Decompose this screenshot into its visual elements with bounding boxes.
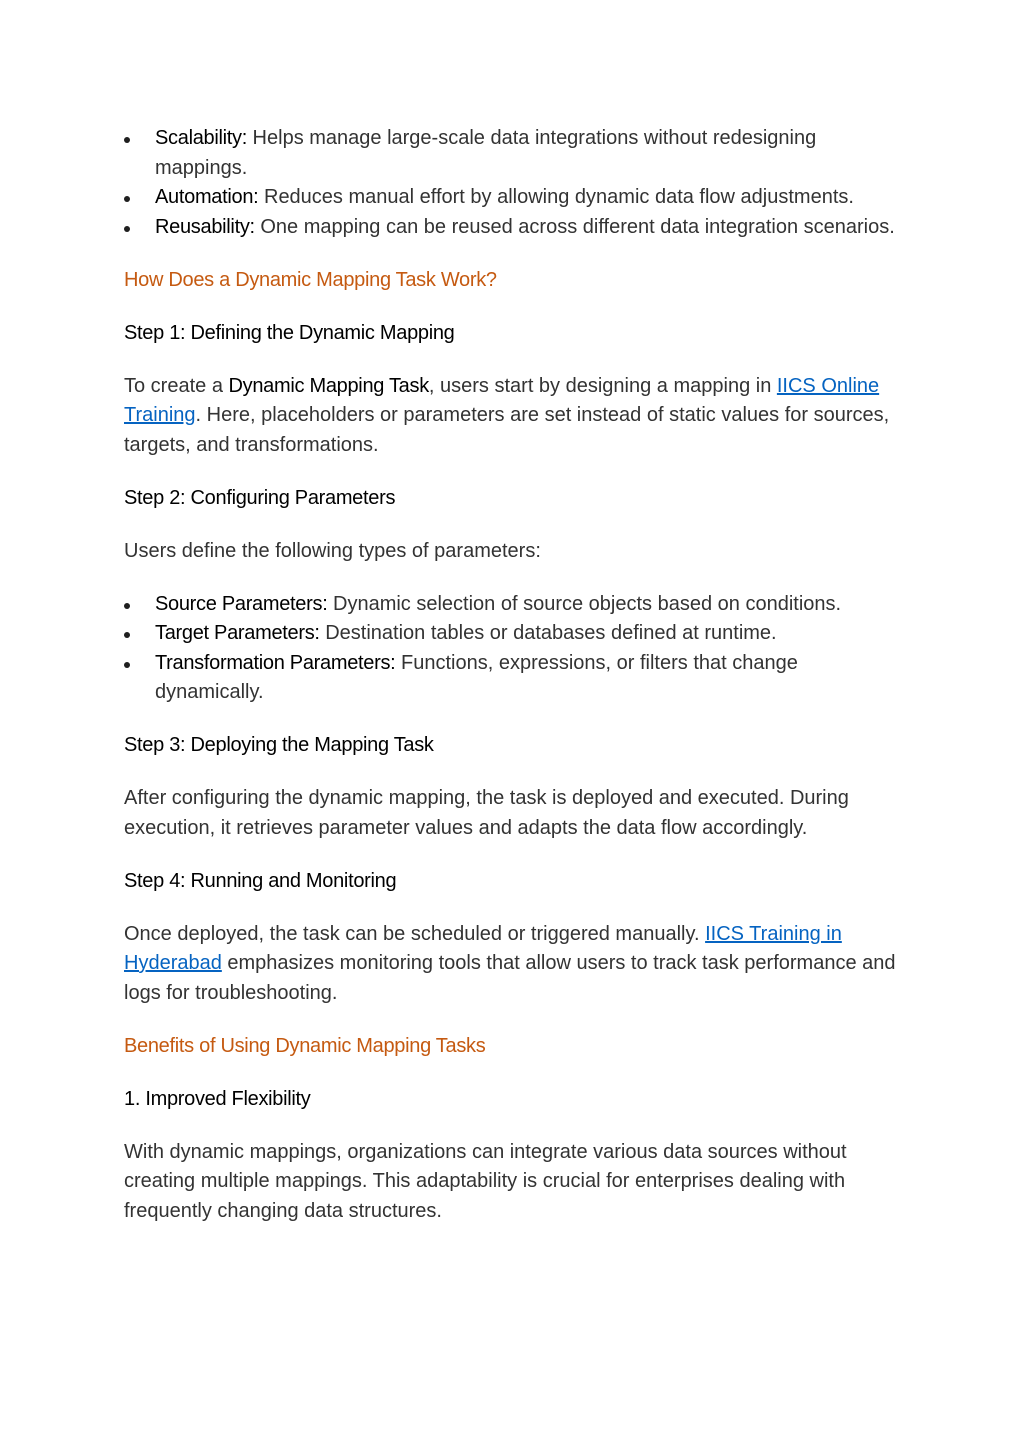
step3-paragraph: After configuring the dynamic mapping, the task is deployed and executed. During execution, it retrieves parameter values and adapts the data flow accordingly. <box>124 787 849 839</box>
list-item <box>124 213 904 243</box>
bullet-icon <box>124 137 130 143</box>
bold-term: Dynamic Mapping Task <box>228 374 429 397</box>
list-item-text: Reduces manual effort by allowing dynamic data flow adjustments. <box>258 186 854 208</box>
benefit1-heading: 1. Improved Flexibility <box>124 1087 311 1110</box>
list-item <box>124 124 904 183</box>
list-item-term: Reusability: <box>155 215 255 238</box>
iics-online-training-link[interactable]: IICS Online Training <box>124 374 880 426</box>
step1-paragraph: To create a Dynamic Mapping Task, users start by designing a mapping in IICS Online Training. Here, placeholders or parameters are set instead of static values for sources, targets, and transformations. <box>124 374 890 456</box>
list-item-term: Transformation Parameters: <box>155 651 396 674</box>
step3-heading: Step 3: Deploying the Mapping Task <box>124 734 434 756</box>
list-item-term: Automation: <box>155 186 259 208</box>
list-item-text: Dynamic selection of source objects based on conditions. <box>327 592 842 615</box>
bullet-icon <box>124 603 130 609</box>
section-heading: Benefits of Using Dynamic Mapping Tasks <box>124 1034 486 1057</box>
list-item-text: Functions, expressions, or filters that change dynamically. <box>155 651 798 703</box>
document-content <box>124 124 904 1226</box>
bullet-icon <box>124 632 130 638</box>
list-item <box>124 649 904 708</box>
step1-heading: Step 1: Defining the Dynamic Mapping <box>124 321 455 344</box>
list-item-text: One mapping can be reused across different data integration scenarios. <box>254 215 895 238</box>
bullet-icon <box>124 226 130 232</box>
list-item <box>124 183 904 213</box>
list-item <box>124 619 904 649</box>
step4-heading: Step 4: Running and Monitoring <box>124 869 397 892</box>
step2-intro: Users define the following types of parameters: <box>124 539 541 562</box>
list-item-term: Scalability: <box>155 127 247 149</box>
list-item-term: Target Parameters: <box>155 622 320 644</box>
parameters-list <box>124 590 904 708</box>
section-heading: How Does a Dynamic Mapping Task Work? <box>124 268 497 291</box>
list-item-text: Destination tables or databases defined at runtime. <box>319 622 777 644</box>
list-item-text: Helps manage large-scale data integrations without redesigning mappings. <box>155 127 817 179</box>
bullet-icon <box>124 196 130 202</box>
list-item <box>124 590 904 620</box>
bullet-icon <box>124 662 130 668</box>
iics-training-hyderabad-link[interactable]: IICS Training in Hyderabad <box>124 922 842 974</box>
advantages-list <box>124 124 904 242</box>
list-item-term: Source Parameters: <box>155 592 328 615</box>
step4-paragraph: Once deployed, the task can be scheduled or triggered manually. IICS Training in Hyderabad emphasizes monitoring tools that allow users to track task performance and logs for troubleshooting. <box>124 922 896 1004</box>
step2-heading: Step 2: Configuring Parameters <box>124 486 396 509</box>
benefit1-paragraph: With dynamic mappings, organizations can integrate various data sources without creating multiple mappings. This adaptability is crucial for enterprises dealing with frequently changing data structures. <box>124 1140 847 1222</box>
